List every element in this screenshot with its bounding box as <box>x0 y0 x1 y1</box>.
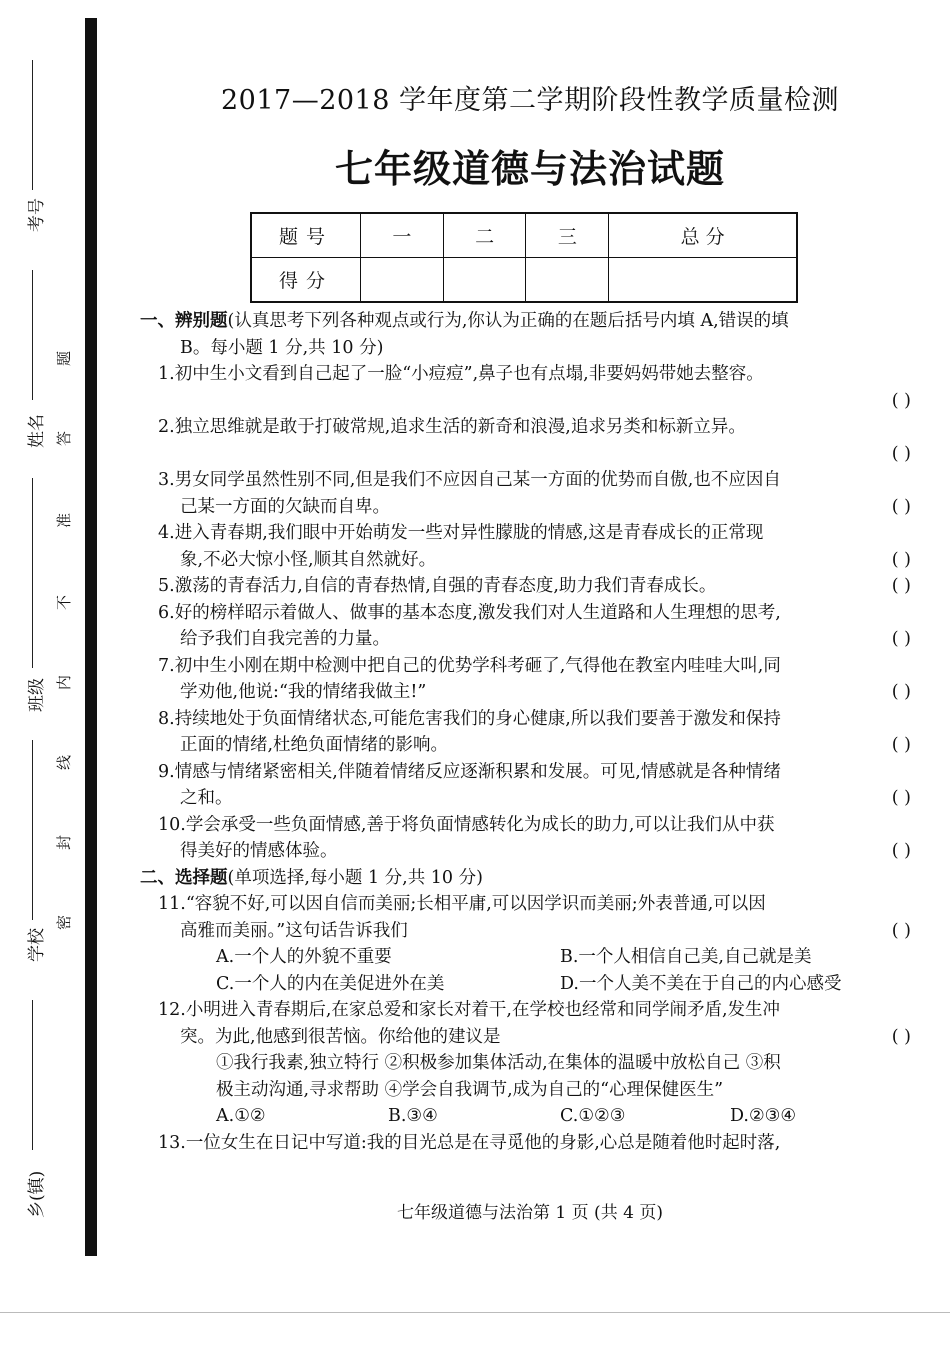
question-cont: 给予我们自我完善的力量。 <box>180 629 390 649</box>
seal-char: 封 <box>55 834 74 851</box>
section-heading <box>140 865 915 892</box>
answer-paren: ( ) <box>891 1026 911 1047</box>
binding-strip <box>0 0 80 1290</box>
question-cont: 正面的情绪,杜绝负面情绪的影响。 <box>180 735 449 755</box>
school-line <box>32 740 33 920</box>
question: 1.初中生小文看到自己起了一脸“小痘痘”,鼻子也有点塌,非要妈妈带她去整容。 <box>158 364 764 384</box>
answer-paren: ( ) <box>891 920 911 941</box>
answer-paren: ( ) <box>891 735 911 755</box>
option: B.③④ <box>388 1106 438 1126</box>
score-cell: 三 <box>526 213 609 258</box>
score-cell: 二 <box>443 213 526 258</box>
class-label: 班级 <box>27 678 47 712</box>
question: 10.学会承受一些负面情感,善于将负面情感转化为成长的助力,可以让我们从中获 <box>158 814 775 835</box>
section-title: 二、选择题 <box>140 867 228 888</box>
option: C.一个人的内在美促进外在美 <box>216 973 445 994</box>
answer-paren: ( ) <box>891 496 911 517</box>
seal-char: 不 <box>55 594 74 611</box>
answer-paren: ( ) <box>891 682 911 702</box>
exam-title: 七年级道德与法治试题 <box>334 146 725 191</box>
score-cell: 得分 <box>251 258 361 303</box>
question-cont: 突。为此,他感到很苦恼。你给他的建议是 <box>180 1026 501 1047</box>
seal-char: 内 <box>55 674 74 691</box>
score-table-header-row <box>251 213 797 258</box>
options-row <box>140 944 915 971</box>
question: 3.男女同学虽然性别不同,但是我们不应因自己某一方面的优势而自傲,也不应因自 <box>158 470 781 490</box>
question: 6.好的榜样昭示着做人、做事的基本态度,激发我们对人生道路和人生理想的思考, <box>158 602 781 623</box>
section-instruction-cont: B。每小题 1 分,共 10 分) <box>180 337 384 358</box>
score-table <box>250 212 798 303</box>
question-cont: 学劝他,他说:“我的情绪我做主!” <box>180 682 427 702</box>
score-input-cell <box>609 258 797 303</box>
option: C.①②③ <box>560 1106 626 1126</box>
name-label: 姓名 <box>27 414 47 448</box>
option: A.一个人的外貌不重要 <box>216 947 392 967</box>
answer-paren: ( ) <box>891 629 911 649</box>
binding-bar <box>85 18 97 1256</box>
question: 4.进入青春期,我们眼中开始萌发一些对异性朦胧的情感,这是青春成长的正常现 <box>158 523 764 543</box>
score-input-cell <box>443 258 526 303</box>
question-cont: 己某一方面的欠缺而自卑。 <box>180 496 390 517</box>
option: A.①② <box>216 1106 266 1126</box>
score-input-cell <box>526 258 609 303</box>
exam-number-line <box>32 60 33 190</box>
town-line <box>32 1000 33 1150</box>
answer-paren: ( ) <box>891 841 911 861</box>
section-heading <box>140 308 915 335</box>
score-cell: 题号 <box>251 213 361 258</box>
question: 2.独立思维就是敢于打破常规,追求生活的新奇和浪漫,追求另类和标新立异。 <box>158 417 746 437</box>
seal-char: 题 <box>55 350 74 367</box>
seal-char: 线 <box>55 754 74 771</box>
page-footer: 七年级道德与法治第 1 页 (共 4 页) <box>397 1203 663 1223</box>
question-cont: 象,不必大惊小怪,顺其自然就好。 <box>180 549 437 570</box>
question-statements: ①我行我素,独立特行 ②积极参加集体活动,在集体的温暖中放松自己 ③积 <box>216 1053 781 1073</box>
page-bottom-edge <box>0 1312 950 1313</box>
section-instruction: (单项选择,每小题 1 分,共 10 分) <box>227 867 483 888</box>
options-row <box>140 971 915 998</box>
exam-number-label: 考号 <box>27 198 47 232</box>
option: D.一个人美不美在于自己的内心感受 <box>560 973 842 994</box>
question: 5.激荡的青春活力,自信的青春热情,自强的青春态度,助力我们青春成长。 <box>158 576 717 596</box>
score-cell: 总 分 <box>609 213 797 258</box>
class-line <box>32 478 33 668</box>
answer-paren: ( ) <box>891 788 911 808</box>
school-label: 学校 <box>27 928 47 962</box>
options-row <box>140 1103 915 1130</box>
answer-paren: ( ) <box>891 443 911 464</box>
question: 12.小明进入青春期后,在家总爱和家长对着干,在学校也经常和同学闹矛盾,发生冲 <box>158 1000 781 1020</box>
question-cont: 之和。 <box>180 788 233 808</box>
section-instruction: (认真思考下列各种观点或行为,你认为正确的在题后括号内填 A,错误的填 <box>227 311 789 331</box>
name-line <box>32 270 33 400</box>
answer-paren: ( ) <box>891 390 911 411</box>
answer-paren: ( ) <box>891 576 911 596</box>
question: 8.持续地处于负面情绪状态,可能危害我们的身心健康,所以我们要善于激发和保持 <box>158 708 781 729</box>
answer-paren: ( ) <box>891 549 911 570</box>
seal-char: 答 <box>55 430 74 447</box>
question-statements: 极主动沟通,寻求帮助 ④学会自我调节,成为自己的“心理保健医生” <box>216 1079 724 1100</box>
question: 9.情感与情绪紧密相关,伴随着情绪反应逐渐积累和发展。可见,情感就是各种情绪 <box>158 761 781 782</box>
section-title: 一、辨别题 <box>140 311 228 331</box>
town-label: 乡(镇) <box>27 1170 47 1218</box>
option: D.②③④ <box>730 1106 797 1126</box>
question-cont: 得美好的情感体验。 <box>180 841 338 861</box>
option: B.一个人相信自己美,自己就是美 <box>560 947 812 967</box>
question-cont: 高雅而美丽。”这句话告诉我们 <box>180 920 408 941</box>
question: 7.初中生小刚在期中检测中把自己的优势学科考砸了,气得他在教室内哇哇大叫,同 <box>158 655 781 676</box>
score-cell: 一 <box>361 213 444 258</box>
seal-char: 密 <box>55 914 74 931</box>
seal-char: 准 <box>55 512 74 529</box>
exam-subtitle: 2017—2018 学年度第二学期阶段性教学质量检测 <box>220 85 839 116</box>
score-input-cell <box>361 258 444 303</box>
question: 13.一位女生在日记中写道:我的目光总是在寻觅他的身影,心总是随着他时起时落, <box>158 1132 781 1153</box>
question: 11.“容貌不好,可以因自信而美丽;长相平庸,可以因学识而美丽;外表普通,可以因 <box>158 894 766 914</box>
score-table-score-row <box>251 258 797 303</box>
exam-content <box>140 308 915 1156</box>
